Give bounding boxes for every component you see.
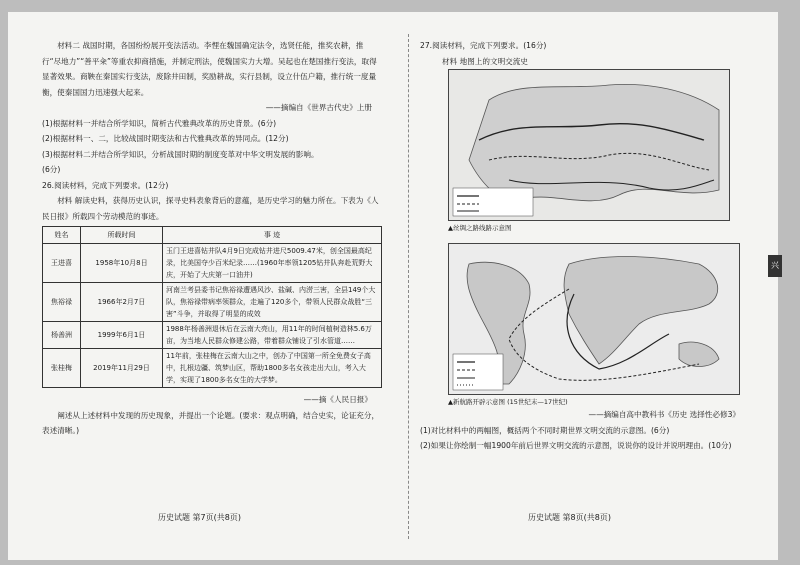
silk-road-map	[448, 69, 730, 221]
new-sea-routes-map-drawing	[449, 244, 739, 394]
page-7-footer: 历史试题 第7页(共8页)	[158, 513, 241, 522]
cell-name: 王进喜	[43, 244, 81, 283]
new-sea-routes-map	[448, 243, 740, 395]
exam-sheet	[8, 12, 778, 560]
question-27-1: (1)对比材料中的两幅图，概括两个不同时期世界文明交流的示意图。(6分)	[420, 425, 670, 435]
question-25-1: (1)根据材料一并结合所学知识，简析古代雅典改革的历史背景。(6分)	[42, 118, 277, 128]
map-source: ——摘编自高中教科书《历史 选择性必修3》	[588, 410, 740, 419]
cell-date: 1958年10月8日	[81, 244, 163, 283]
sea-routes-caption: ▲新航路开辟示意图 (15世纪末—17世纪)	[448, 398, 568, 406]
question-26-title: 26.阅读材料，完成下列要求。(12分)	[42, 180, 169, 190]
th-name: 姓名	[43, 227, 81, 244]
table-source: ——摘《人民日报》	[303, 395, 372, 404]
left-page	[42, 38, 382, 439]
table-row	[43, 244, 382, 283]
table-row	[43, 322, 382, 349]
page-8-footer: 历史试题 第8页(共8页)	[528, 513, 611, 522]
right-page	[420, 38, 770, 454]
silk-road-map-drawing	[449, 70, 729, 220]
side-tab: 兴	[768, 255, 782, 277]
question-25-3-score: (6分)	[42, 165, 61, 174]
cell-deed: 玉门王进喜钻井队4月9日完成钻井进尺5009.47米，创全国最高纪录，比美国夺少百米纪录……(1960年率领1205钻井队奔赴荒野大庆，开始了大庆第一口油井)	[163, 244, 382, 283]
th-deed: 事 迹	[163, 227, 382, 244]
cell-date: 1966年2月7日	[81, 283, 163, 322]
material-26: 材料 解读史料，获得历史认识，探寻史料表象背后的意蕴，是历史学习的魅力所在。下表为《人民日报》所载四个劳动模范的事迹。	[42, 196, 379, 221]
cell-deed: 1988年杨善洲退休后在云南大亮山，用11年的时间植树造林5.6万亩，为当地人民群众修建公路，带着群众铺设了引水管道……	[163, 322, 382, 349]
silk-road-caption: ▲丝绸之路线路示意图	[448, 224, 512, 232]
question-25-2: (2)根据材料一、二，比较战国时期变法和古代雅典改革的异同点。(12分)	[42, 134, 289, 143]
page-divider	[408, 34, 409, 539]
question-25-3: (3)根据材料二并结合所学知识，分析战国时期的制度变革对中华文明发展的影响。	[42, 149, 319, 159]
th-date: 所载时间	[81, 227, 163, 244]
cell-deed: 河南兰考县委书记焦裕禄遭遇风沙、盐碱、内涝三害，全县149个大队，焦裕禄带病率领群众，走遍了120多个，带领人民群众战胜“三害”斗争，并取得了明显的成效	[163, 283, 382, 322]
material-title: 材料 地图上的文明交流史	[442, 56, 528, 66]
model-workers-table	[42, 226, 382, 388]
cell-date: 2019年11月29日	[81, 349, 163, 388]
question-27-title: 27.阅读材料，完成下列要求。(16分)	[420, 41, 547, 50]
cell-date: 1999年6月1日	[81, 322, 163, 349]
cell-name: 张桂梅	[43, 349, 81, 388]
cell-name: 焦裕禄	[43, 283, 81, 322]
table-row	[43, 283, 382, 322]
question-26-ask: 阐述从上述材料中发现的历史现象，并提出一个论题。(要求：观点明确，结合史实，论证充分，表述清晰。)	[42, 410, 380, 435]
question-27-2: (2)如果让你绘制一幅1900年前后世界文明交流的示意图，说说你的设计并说明理由。(10分)	[420, 441, 732, 450]
material-two: 材料二 战国时期，各国纷纷展开变法活动。李悝在魏国确定法令，选贤任能，推奖农耕，推行“尽地力”“善平籴”等重农抑商措施，并制定刑法，使魏国实力大增。吴起也在楚国推行变法，取得显著效果。商鞅在秦国实行变法，废除井田制，奖励耕战，实行县制，设立什伍户籍，推行统一度量衡，使秦国国力迅速强大起来。	[42, 41, 377, 97]
material-two-source: ——摘编自《世界古代史》上册	[265, 103, 372, 112]
table-row	[43, 349, 382, 388]
cell-deed: 11年前，张桂梅在云南大山之中，创办了中国第一所全免费女子高中，扎根边疆、筑梦山区，帮助1800多名女孩走出大山，考入大学，实现了1800多名女生的大学梦。	[163, 349, 382, 388]
cell-name: 杨善洲	[43, 322, 81, 349]
